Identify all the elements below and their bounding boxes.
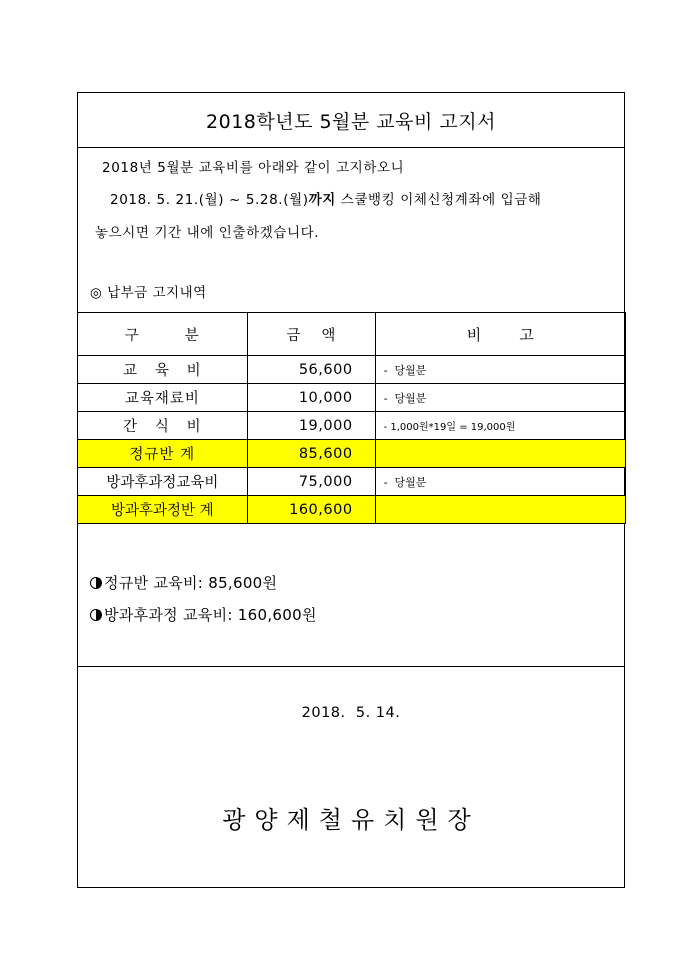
row-amount: 85,600 — [247, 440, 375, 468]
table-row-total — [78, 496, 626, 524]
header-amount: 금 액 — [247, 313, 375, 356]
row-category: 정규반 계 — [78, 440, 248, 468]
section-heading: ◎ 납부금 고지내역 — [90, 285, 207, 301]
row-note: - 당월분 — [375, 356, 625, 384]
summary-regular — [90, 572, 277, 593]
summary-afterschool-text: 방과후과정 교육비: 160,600원 — [104, 606, 317, 624]
row-category: 방과후과정교육비 — [78, 468, 248, 496]
row-category: 교 육 비 — [78, 356, 248, 384]
row-amount: 10,000 — [247, 384, 375, 412]
row-amount: 75,000 — [247, 468, 375, 496]
row-note: - 당월분 — [375, 468, 625, 496]
intro-line-1: 2018년 5월분 교육비를 아래와 같이 고지하오니 — [102, 160, 405, 176]
row-amount: 56,600 — [247, 356, 375, 384]
row-amount: 19,000 — [247, 412, 375, 440]
document-title: 2018학년도 5월분 교육비 고지서 — [78, 93, 624, 148]
row-note — [375, 440, 625, 468]
half-circle-icon — [90, 609, 102, 621]
row-note: - 1,000원*19일 = 19,000원 — [375, 412, 625, 440]
intro-line-2 — [110, 188, 542, 208]
table-row — [78, 384, 626, 412]
header-note: 비 고 — [375, 313, 625, 356]
row-amount: 160,600 — [247, 496, 375, 524]
table-row — [78, 356, 626, 384]
table-row — [78, 468, 626, 496]
summary-afterschool — [90, 604, 317, 625]
row-category: 간 식 비 — [78, 412, 248, 440]
payment-instruction: 스쿨뱅킹 이체신청계좌에 입금해 — [335, 192, 542, 208]
payment-period: 2018. 5. 21.(월) ~ 5.28.(월) — [110, 192, 309, 208]
half-circle-icon — [90, 577, 102, 589]
row-category: 교육재료비 — [78, 384, 248, 412]
header-category: 구 분 — [78, 313, 248, 356]
intro-line-3: 놓으시면 기간 내에 인출하겠습니다. — [95, 225, 320, 241]
row-note — [375, 496, 625, 524]
payment-period-until: 까지 — [308, 192, 336, 208]
signature: 광양제철유치원장 — [222, 806, 480, 834]
table-row-subtotal — [78, 440, 626, 468]
row-note: - 당월분 — [375, 384, 625, 412]
issue-date: 2018. 5. 14. — [301, 705, 401, 721]
table-row — [78, 412, 626, 440]
notice-frame — [77, 92, 625, 888]
summary-regular-text: 정규반 교육비: 85,600원 — [104, 574, 278, 592]
section-divider — [78, 666, 624, 667]
fee-table — [77, 312, 626, 524]
row-category: 방과후과정반 계 — [78, 496, 248, 524]
table-header-row — [78, 313, 626, 356]
